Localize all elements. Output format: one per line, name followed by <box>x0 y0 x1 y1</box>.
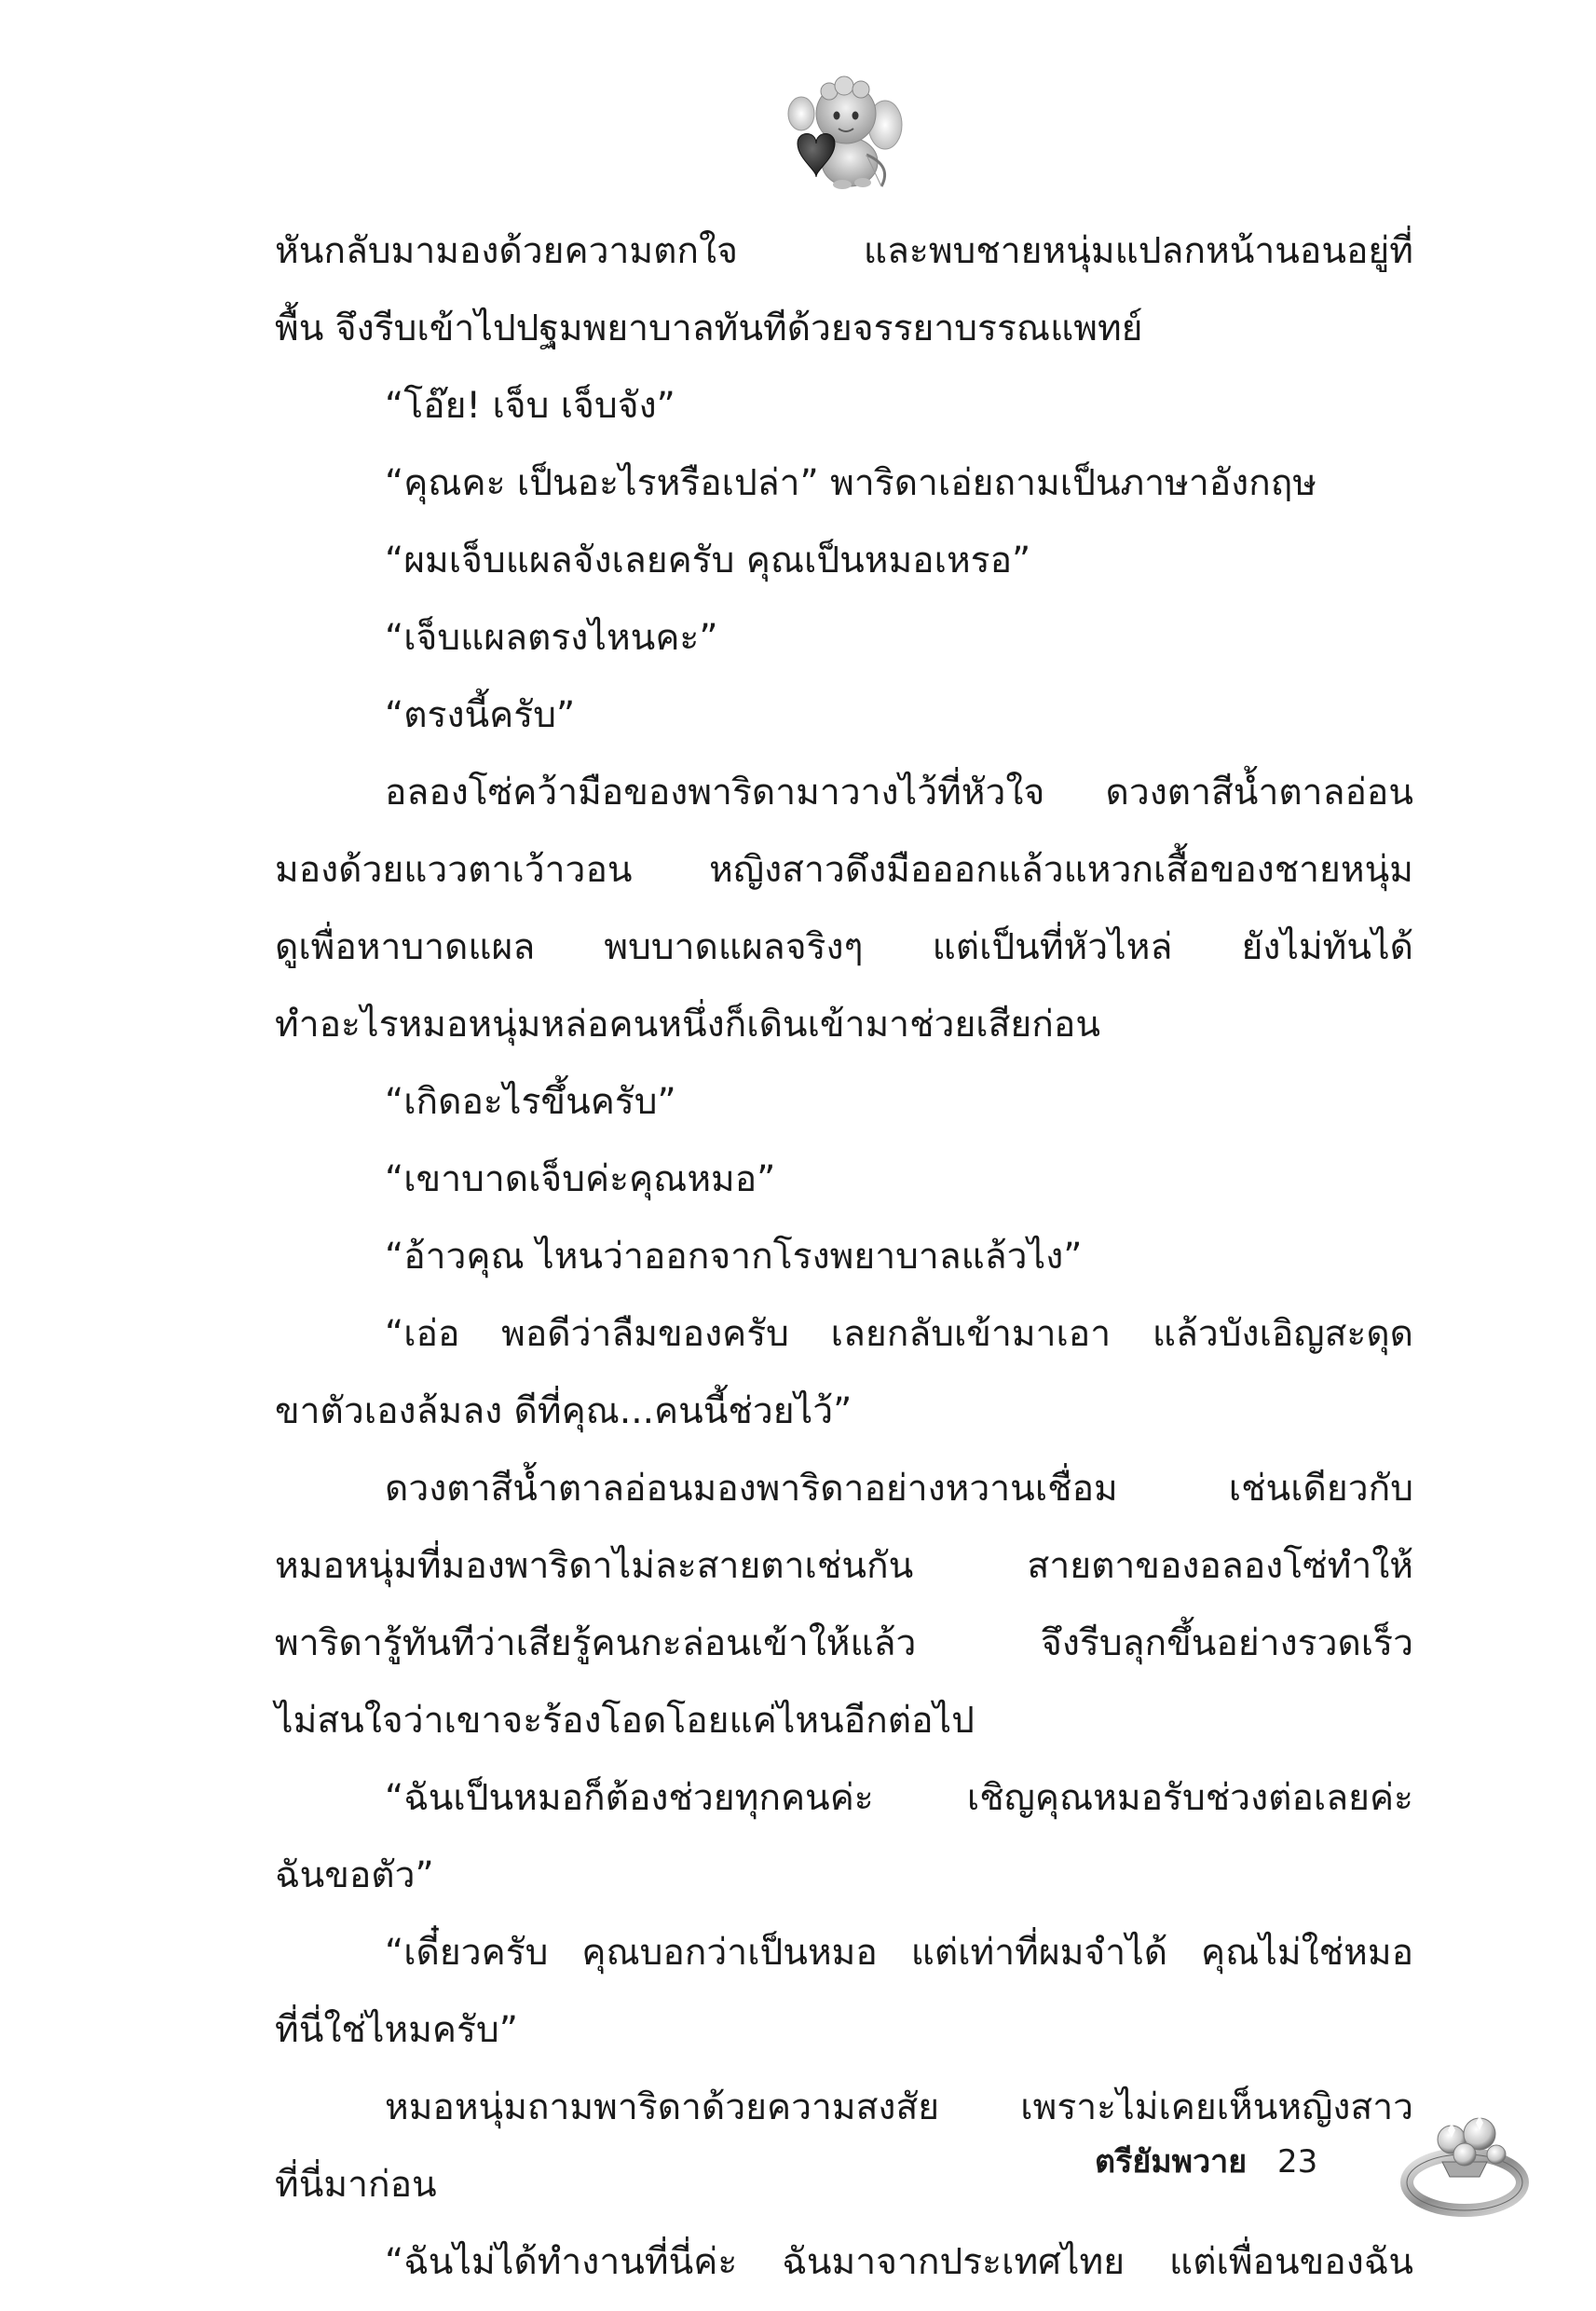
text-line: ดูเพื่อหาบาดแผล พบบาดแผลจริงๆ แต่เป็นที่หัวไหล่ ยังไม่ทันได้ <box>275 926 1413 968</box>
cupid-with-heart-icon <box>781 73 904 192</box>
text-line: “คุณคะ เป็นอะไรหรือเปล่า” พาริดาเอ่ยถามเป็นภาษาอังกฤษ <box>385 462 1317 504</box>
text-line: มองด้วยแววตาเว้าวอน หญิงสาวดึงมือออกแล้วแหวกเสื้อของชายหนุ่ม <box>275 849 1413 891</box>
page-footer <box>1095 2134 1317 2190</box>
text-line: “อ้าวคุณ ไหนว่าออกจากโรงพยาบาลแล้วไง” <box>385 1236 1083 1278</box>
text-line: “เขาบาดเจ็บค่ะคุณหมอ” <box>385 1158 776 1200</box>
text-line: ขาตัวเองล้มลง ดีที่คุณ...คนนี้ช่วยไว้” <box>275 1390 853 1432</box>
text-line: หมอหนุ่มถามพาริดาด้วยความสงสัย เพราะไม่เคยเห็นหญิงสาว <box>385 2086 1413 2128</box>
text-line: “ฉันเป็นหมอก็ต้องช่วยทุกคนค่ะ เชิญคุณหมอรับช่วงต่อเลยค่ะ <box>385 1777 1413 1819</box>
text-line: ฉันขอตัว” <box>275 1854 434 1896</box>
text-line: ดวงตาสีน้ำตาลอ่อนมองพาริดาอย่างหวานเชื่อม เช่นเดียวกับ <box>385 1468 1413 1510</box>
text-line: ที่นี่ใช่ไหมครับ” <box>275 2009 518 2051</box>
text-line: อลองโซ่คว้ามือของพาริดามาวางไว้ที่หัวใจ ดวงตาสีน้ำตาลอ่อน <box>385 772 1413 814</box>
story-text <box>275 212 1413 2301</box>
book-title: ตรียัมพวาย <box>1095 2143 1248 2181</box>
text-line: พื้น จึงรีบเข้าไปปฐมพยาบาลทันทีด้วยจรรยาบรรณแพทย์ <box>275 308 1143 349</box>
text-line: “ตรงนี้ครับ” <box>385 694 576 736</box>
text-line: “ฉันไม่ได้ทำงานที่นี่ค่ะ ฉันมาจากประเทศไทย แต่เพื่อนของฉัน <box>385 2241 1413 2283</box>
text-line: ไม่สนใจว่าเขาจะร้องโอดโอยแค่ไหนอีกต่อไป <box>275 1700 975 1742</box>
text-line: “เดี๋ยวครับ คุณบอกว่าเป็นหมอ แต่เท่าที่ผมจำได้ คุณไม่ใช่หมอ <box>385 1932 1413 1974</box>
text-line: “เกิดอะไรขึ้นครับ” <box>385 1081 676 1123</box>
text-line: ที่นี่มาก่อน <box>275 2164 437 2206</box>
diamond-ring-icon <box>1398 2097 1537 2218</box>
text-line: “เอ่อ พอดีว่าลืมของครับ เลยกลับเข้ามาเอา แล้วบังเอิญสะดุด <box>385 1313 1413 1355</box>
text-line: “โอ๊ย! เจ็บ เจ็บจัง” <box>385 385 675 427</box>
text-line: “เจ็บแผลตรงไหนคะ” <box>385 617 718 659</box>
text-line: หมอหนุ่มที่มองพาริดาไม่ละสายตาเช่นกัน สายตาของอลองโซ่ทำให้ <box>275 1545 1413 1587</box>
text-line: “ผมเจ็บแผลจังเลยครับ คุณเป็นหมอเหรอ” <box>385 540 1031 581</box>
page-number: 23 <box>1277 2143 1318 2181</box>
text-line: พาริดารู้ทันทีว่าเสียรู้คนกะล่อนเข้าให้แล้ว จึงรีบลุกขึ้นอย่างรวดเร็ว <box>275 1622 1413 1664</box>
text-line: ทำอะไรหมอหนุ่มหล่อคนหนึ่งก็เดินเข้ามาช่วยเสียก่อน <box>275 1004 1100 1046</box>
text-line: หันกลับมามองด้วยความตกใจ และพบชายหนุ่มแปลกหน้านอนอยู่ที่ <box>275 230 1413 272</box>
